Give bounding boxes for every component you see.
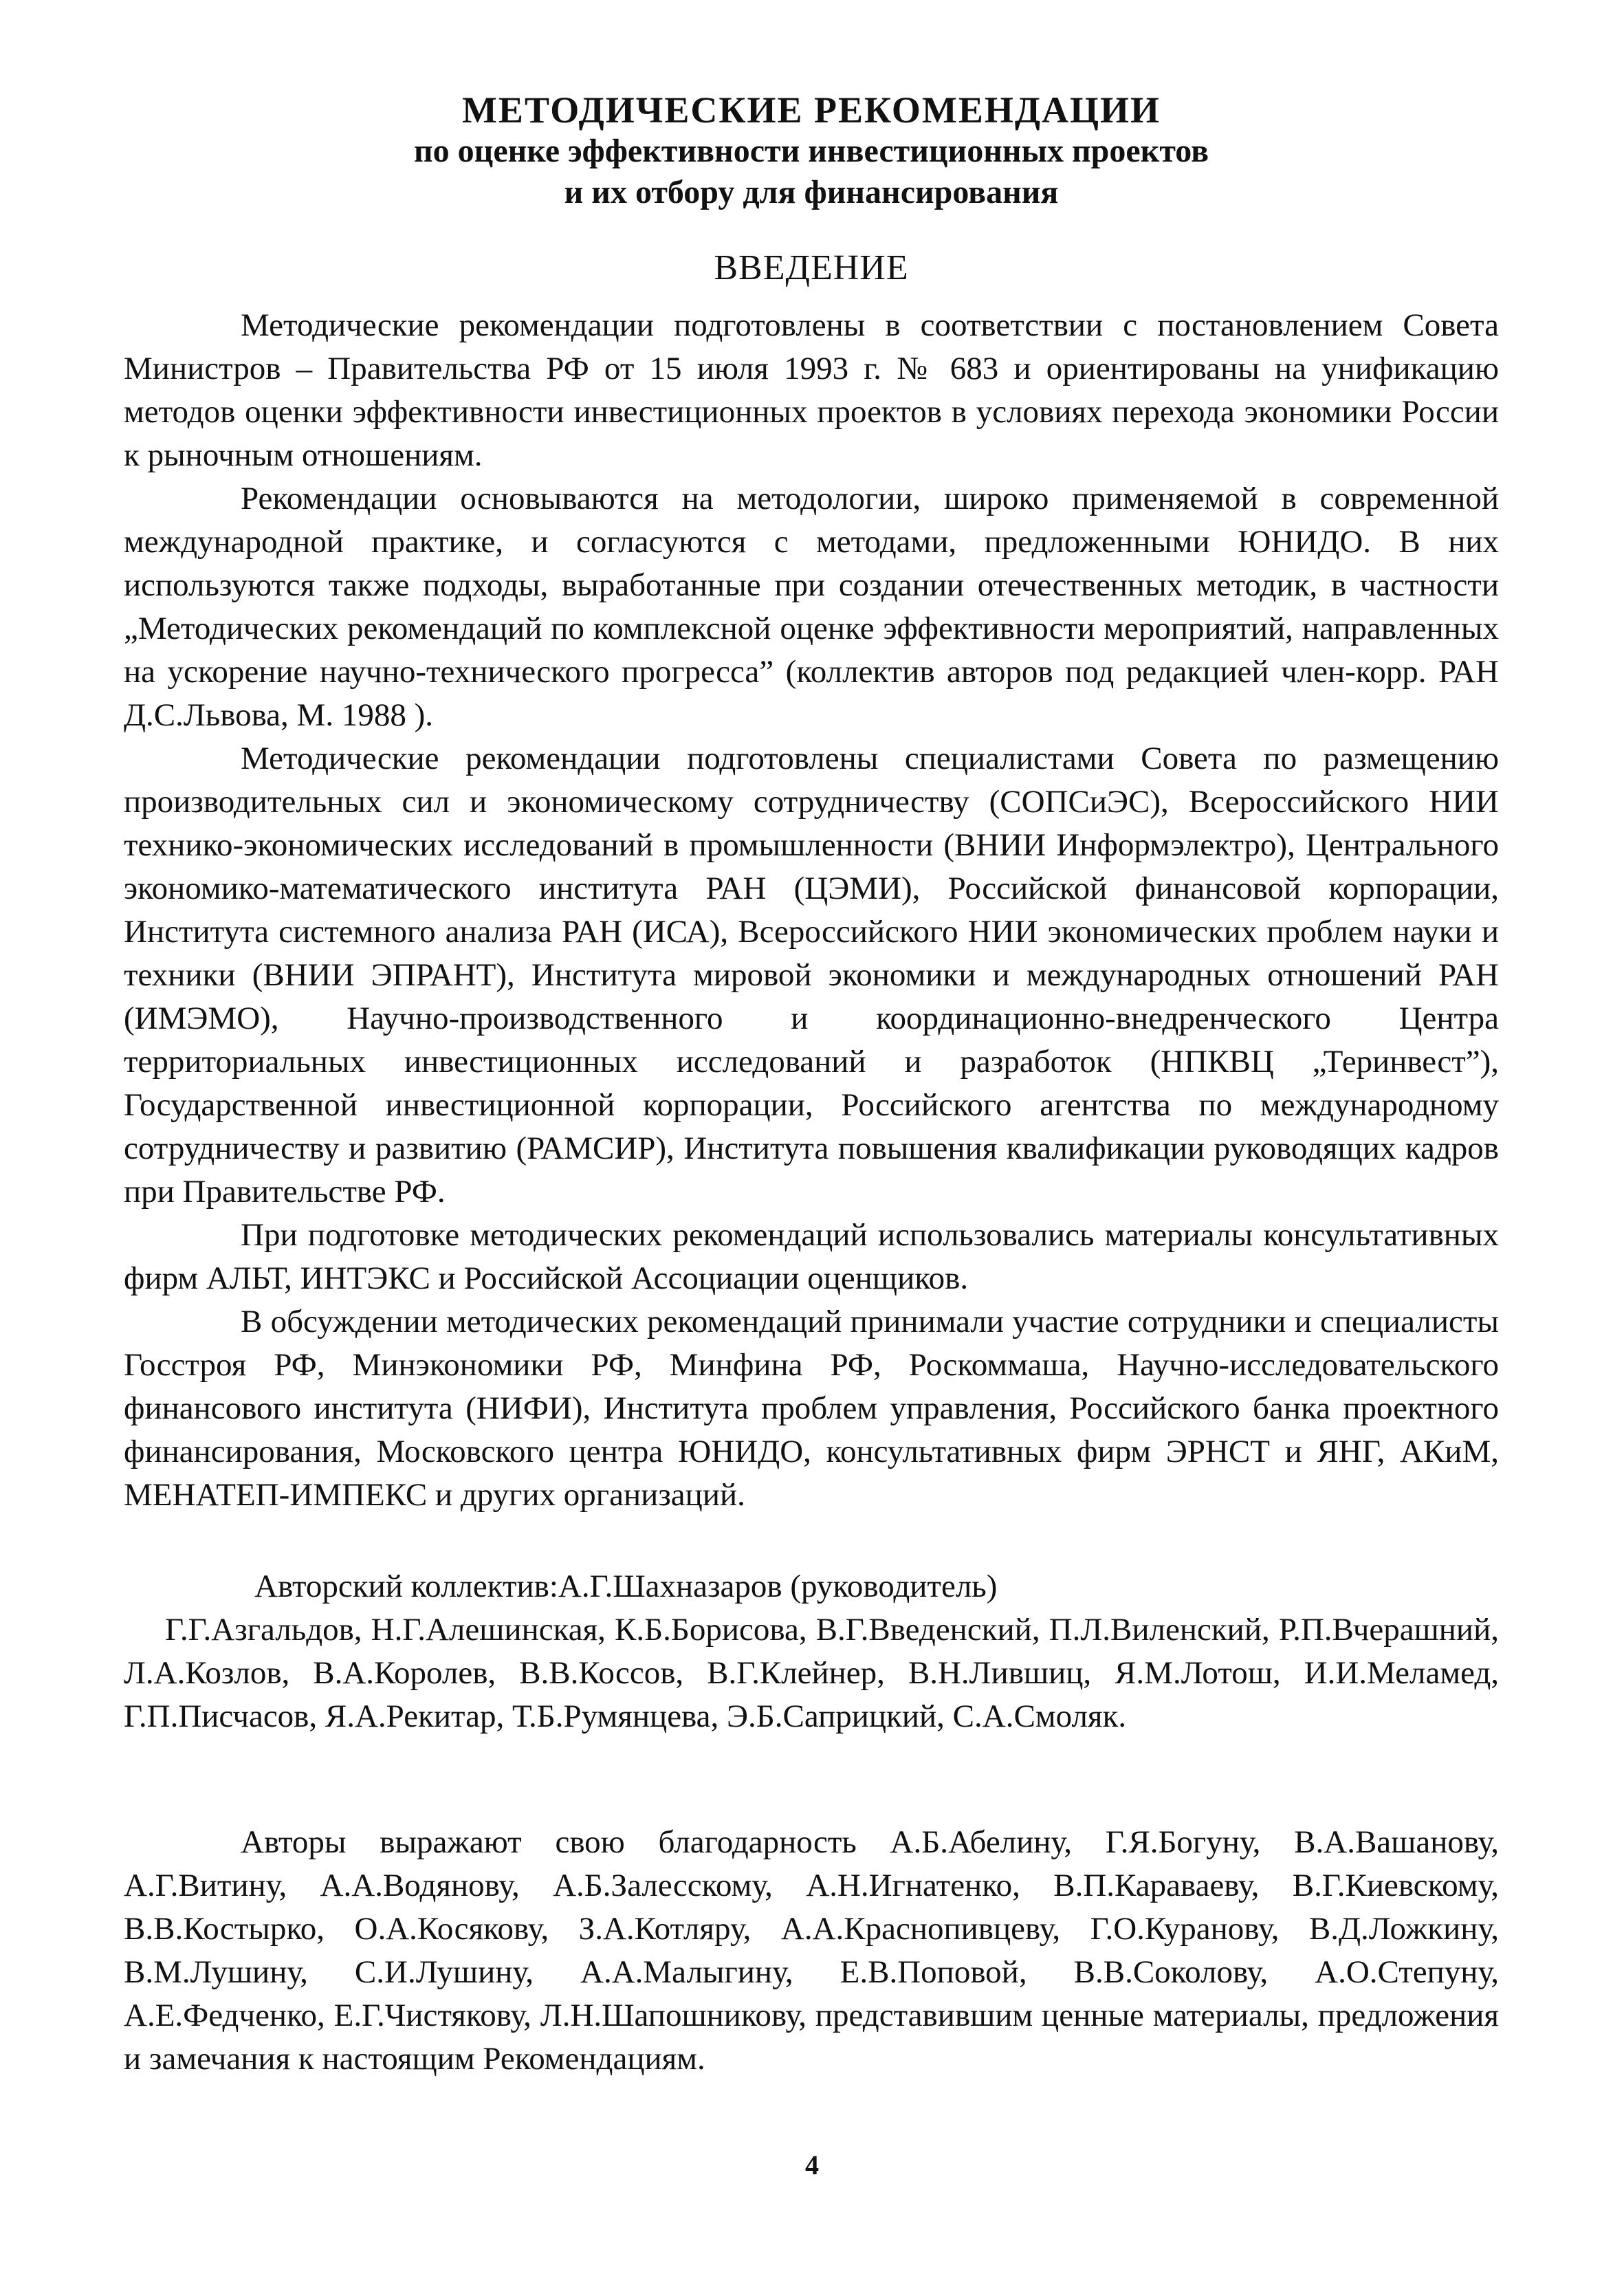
authors-block [124,1565,1499,1738]
authors-lead: Авторский коллектив:А.Г.Шахназаров (руководитель) [254,1568,998,1604]
intro-body [124,304,1499,1517]
paragraph-1: Методические рекомендации подготовлены в соответствии с постановлением Совета Министров – Правительства РФ от 15 июля 1993 г. № 683 и ориентированы на унификацию методов оценки эффективности инвестиционных проектов в условиях перехода экономики России к рыночным отношениям. [124,307,1499,473]
document-page [124,89,1499,2081]
acknowledgements: Авторы выражают свою благодарность А.Б.Абелину, Г.Я.Богуну, В.А.Вашанову, А.Г.Витину, А.А.Водянову, А.Б.Залесскому, А.Н.Игнатенко, В.П.Караваеву, В.Г.Киевскому, В.В.Костырко, О.А.Косякову, З.А.Котляру, А.А.Краснопивцеву, Г.О.Куранову, В.Д.Ложкину, В.М.Лушину, С.И.Лушину, А.А.Малыгину, Е.В.Поповой, В.В.Соколову, А.О.Степуну, А.Е.Федченко, Е.Г.Чистякову, Л.Н.Шапошникову, представившим ценные материалы, предложения и замечания к настоящим Рекомендациям. [124,1824,1499,2077]
authors-list: Г.Г.Азгальдов, Н.Г.Алешинская, К.Б.Борисова, В.Г.Введенский, П.Л.Виленский, Р.П.Вчерашний, Л.А.Козлов, В.А.Королев, В.В.Коссов, В.Г.Клейнер, В.Н.Лившиц, Я.М.Лотош, И.И.Меламед, Г.П.Писчасов, Я.А.Рекитар, Т.Б.Румянцева, Э.Б.Саприцкий, С.А.Смоляк. [124,1612,1499,1734]
paragraph-3: Методические рекомендации подготовлены специалистами Совета по размещению производительных сил и экономическому сотрудничеству (СОПСиЭС), Всероссийского НИИ технико-экономических исследований в промышленности (ВНИИ Информэлектро), Центрального экономико-математического института РАН (ЦЭМИ), Российской финансовой корпорации, Института системного анализа РАН (ИСА), Всероссийского НИИ экономических проблем науки и техники (ВНИИ ЭПРАНТ), Института мировой экономики и международных отношений РАН (ИМЭМО), Научно-производственного и координационно-внедренческого Центра территориальных инвестиционных исследований и разработок (НПКВЦ „Теринвест”), Государственной инвестиционной корпорации, Российского агентства по международному сотрудничеству и развитию (РАМСИР), Института повышения квалификации руководящих кадров при Правительстве РФ. [124,741,1499,1210]
section-heading: ВВЕДЕНИЕ [714,248,909,287]
paragraph-4: При подготовке методических рекомендаций использовались материалы консультативных фирм АЛЬТ, ИНТЭКС и Российской Ассоциации оценщиков. [124,1217,1499,1296]
paragraph-5: В обсуждении методических рекомендаций принимали участие сотрудники и специалисты Госстроя РФ, Минэкономики РФ, Минфина РФ, Роскоммаша, Научно-исследовательского финансового института (НИФИ), Института проблем управления, Российского банка проектного финансирования, Московского центра ЮНИДО, консультативных фирм ЭРНСТ и ЯНГ, АКиМ, МЕНАТЕП-ИМПЕКС и других организаций. [124,1304,1499,1513]
page-number: 4 [805,2150,819,2180]
document-subtitle-line-2: и их отбору для финансирования [564,174,1059,210]
document-subtitle-line-1: по оценке эффективности инвестиционных проектов [414,133,1209,169]
document-title: МЕТОДИЧЕСКИЕ РЕКОМЕНДАЦИИ [461,89,1161,131]
title-block [124,89,1499,213]
paragraph-2: Рекомендации основываются на методологии, широко применяемой в современной международной практике, и согласуются с методами, предложенными ЮНИДО. В них используются также подходы, выработанные при создании отечественных методик, в частности „Методических рекомендаций по комплексной оценке эффективности мероприятий, направленных на ускорение научно-технического прогресса” (коллектив авторов под редакцией член-корр. РАН Д.С.Львова, М. 1988 ). [124,481,1499,733]
